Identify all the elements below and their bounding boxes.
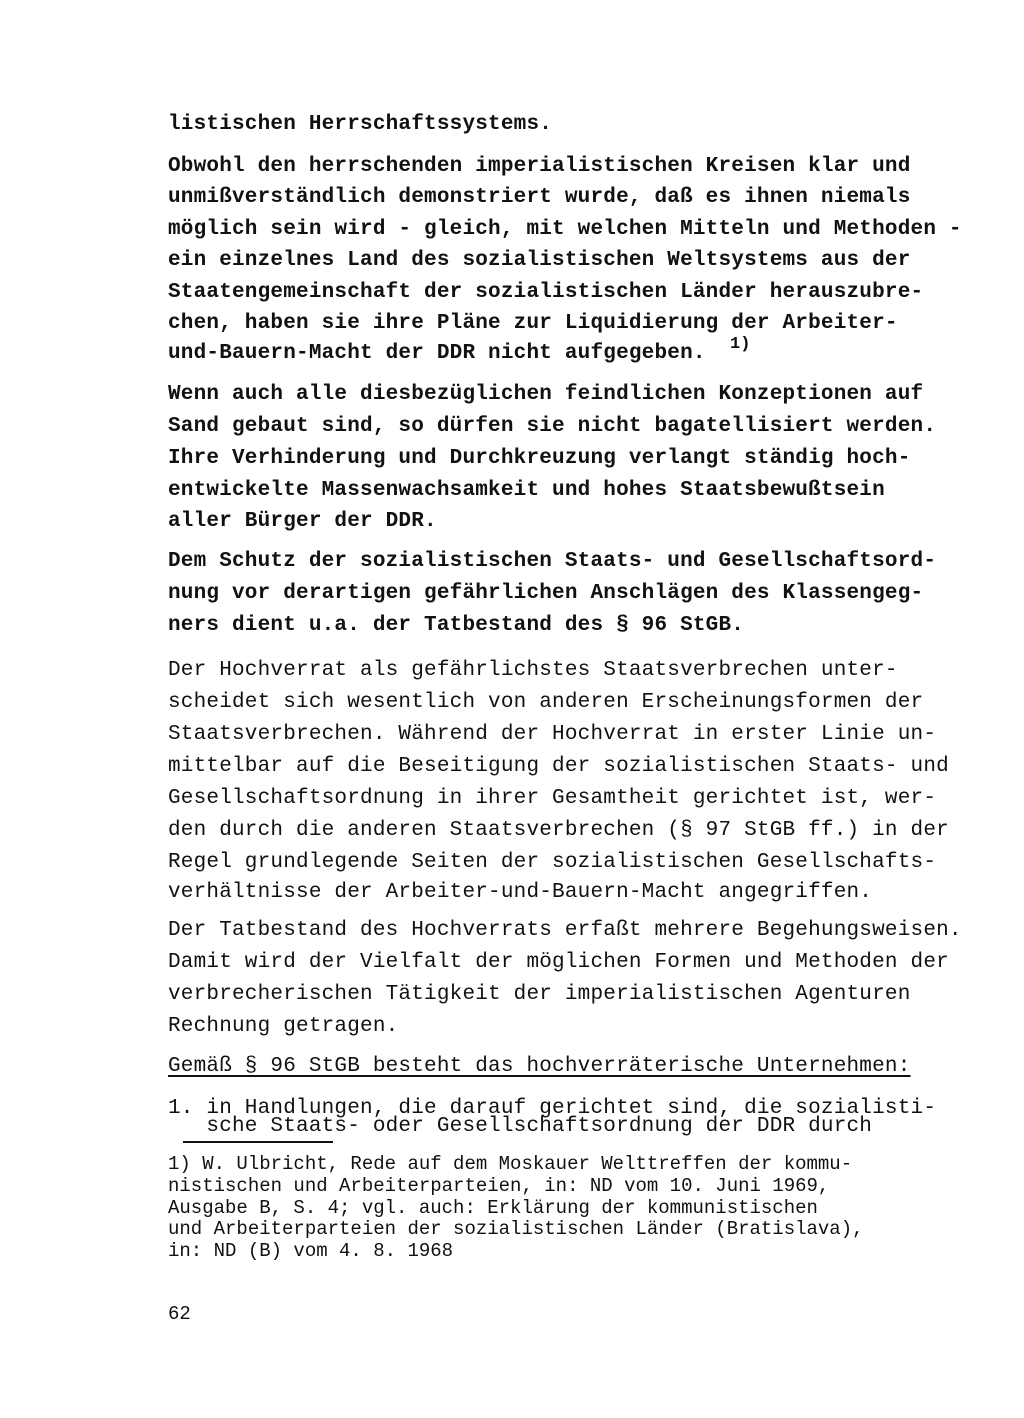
body-line: und-Bauern-Macht der DDR nicht aufgegeben. [168, 342, 706, 365]
body-line: scheidet sich wesentlich von anderen Erscheinungsformen der [168, 691, 924, 714]
body-line: ners dient u.a. der Tatbestand des § 96 StGB. [168, 614, 745, 637]
page-number: 62 [168, 1303, 191, 1325]
body-line: listischen Herrschaftssystems. [168, 113, 553, 136]
body-line: ein einzelnes Land des sozialistischen Weltsystems aus der [168, 249, 911, 272]
list-item: sche Staats- oder Gesellschaftsordnung der DDR durch [168, 1115, 873, 1138]
body-line: entwickelte Massenwachsamkeit und hohes Staatsbewußtsein [168, 479, 885, 502]
footnote-line: 1) W. Ulbricht, Rede auf dem Moskauer Welttreffen der kommu- [168, 1153, 853, 1175]
body-line: Der Hochverrat als gefährlichstes Staatsverbrechen unter- [168, 659, 898, 682]
footnote-line: Ausgabe B, S. 4; vgl. auch: Erklärung der kommunistischen [168, 1197, 818, 1219]
body-line: Dem Schutz der sozialistischen Staats- und Gesellschaftsord- [168, 550, 937, 573]
body-line: Wenn auch alle diesbezüglichen feindlichen Konzeptionen auf [168, 383, 924, 406]
body-line: Regel grundlegende Seiten der sozialistischen Gesellschafts- [168, 851, 937, 874]
body-line: Damit wird der Vielfalt der möglichen Formen und Methoden der [168, 951, 949, 974]
body-line: verbrecherischen Tätigkeit der imperialistischen Agenturen [168, 983, 911, 1006]
body-line: Staatsverbrechen. Während der Hochverrat in erster Linie un- [168, 723, 937, 746]
body-line: Der Tatbestand des Hochverrats erfaßt mehrere Begehungsweisen. [168, 919, 962, 942]
footnote-line: nistischen und Arbeiterparteien, in: ND vom 10. Juni 1969, [168, 1175, 830, 1197]
body-line: mittelbar auf die Beseitigung der sozialistischen Staats- und [168, 755, 949, 778]
body-line: Sand gebaut sind, so dürfen sie nicht bagatellisiert werden. [168, 415, 937, 438]
list-item: 1. in Handlungen, die darauf gerichtet sind, die sozialisti- [168, 1097, 937, 1120]
footnote-divider [183, 1141, 333, 1143]
footnote-line: in: ND (B) vom 4. 8. 1968 [168, 1240, 454, 1262]
body-line: chen, haben sie ihre Pläne zur Liquidierung der Arbeiter- [168, 312, 898, 335]
footnote-reference: 1) [730, 335, 751, 354]
body-line: den durch die anderen Staatsverbrechen (§ 97 StGB ff.) in der [168, 819, 949, 842]
body-line: Rechnung getragen. [168, 1015, 399, 1038]
body-line: verhältnisse der Arbeiter-und-Bauern-Macht angegriffen. [168, 881, 873, 904]
body-line: Obwohl den herrschenden imperialistischen Kreisen klar und [168, 155, 911, 178]
body-line: aller Bürger der DDR. [168, 510, 437, 533]
body-line: Gesellschaftsordnung in ihrer Gesamtheit gerichtet ist, wer- [168, 787, 937, 810]
body-line: nung vor derartigen gefährlichen Anschlägen des Klassengeg- [168, 582, 924, 605]
body-line: Staatengemeinschaft der sozialistischen Länder herauszubre- [168, 281, 924, 304]
body-line: möglich sein wird - gleich, mit welchen Mitteln und Methoden - [168, 218, 962, 241]
section-heading: Gemäß § 96 StGB besteht das hochverräterische Unternehmen: [168, 1055, 911, 1078]
body-line: unmißverständlich demonstriert wurde, daß es ihnen niemals [168, 186, 911, 209]
body-line: Ihre Verhinderung und Durchkreuzung verlangt ständig hoch- [168, 447, 911, 470]
footnote-line: und Arbeiterparteien der sozialistischen Länder (Bratislava), [168, 1218, 864, 1240]
